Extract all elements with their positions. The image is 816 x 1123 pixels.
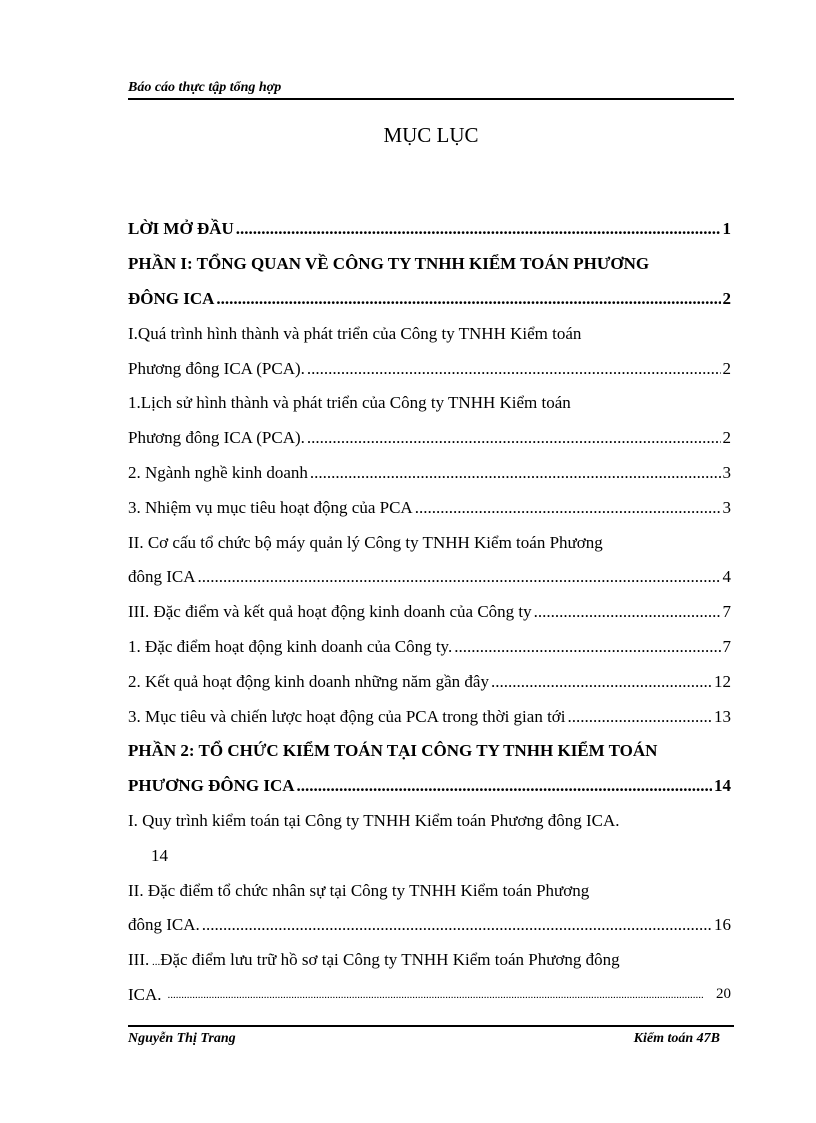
toc-entry-page: 2 bbox=[722, 288, 731, 308]
toc-leader bbox=[568, 707, 712, 727]
toc-entry-text: 1. Đặc điểm hoạt động kinh doanh của Công ty. bbox=[128, 636, 453, 656]
toc-entry-text: đông ICA bbox=[128, 567, 196, 587]
toc-entry-number: III. bbox=[128, 950, 150, 970]
toc-entry-text: đông ICA. bbox=[128, 915, 200, 935]
footer-author: Nguyễn Thị Trang bbox=[128, 1031, 236, 1046]
toc-entry-text: 3. Mục tiêu và chiến lược hoạt động của PCA trong thời gian tới bbox=[128, 706, 566, 726]
toc-entry[interactable] bbox=[128, 873, 731, 908]
table-of-contents bbox=[128, 212, 731, 1012]
toc-entry[interactable] bbox=[128, 978, 731, 1013]
toc-entry[interactable] bbox=[128, 769, 731, 804]
toc-entry-page: 4 bbox=[722, 567, 731, 587]
toc-entry-text: II. Cơ cấu tổ chức bộ máy quản lý Công ty TNHH Kiểm toán Phương bbox=[128, 532, 603, 552]
footer-class: Kiểm toán 47B bbox=[633, 1031, 720, 1046]
toc-leader bbox=[307, 428, 721, 448]
toc-entry[interactable] bbox=[128, 838, 731, 873]
toc-entry[interactable] bbox=[128, 664, 731, 699]
toc-entry-text: PHƯƠNG ĐÔNG ICA bbox=[128, 776, 295, 796]
toc-entry[interactable] bbox=[128, 804, 731, 839]
toc-entry[interactable] bbox=[128, 490, 731, 525]
toc-entry-page: 20 bbox=[716, 986, 731, 1003]
toc-leader bbox=[297, 776, 712, 796]
toc-entry-text: LỜI MỞ ĐẦU bbox=[128, 219, 234, 239]
toc-entry-page: 2 bbox=[722, 358, 731, 378]
toc-entry-page: 1 bbox=[722, 219, 731, 239]
toc-leader bbox=[202, 915, 712, 935]
toc-entry[interactable] bbox=[128, 316, 731, 351]
toc-entry-text: 2. Kết quả hoạt động kinh doanh những năm gần đây bbox=[128, 671, 489, 691]
toc-entry-page: 3 bbox=[722, 497, 731, 517]
toc-entry-text: 2. Ngành nghề kinh doanh bbox=[128, 462, 308, 482]
toc-entry-page: 12 bbox=[714, 671, 731, 691]
toc-entry[interactable] bbox=[128, 351, 731, 386]
toc-entry[interactable] bbox=[128, 456, 731, 491]
toc-entry-text: I.Quá trình hình thành và phát triển của Công ty TNHH Kiểm toán bbox=[128, 323, 582, 343]
toc-entry-page: 16 bbox=[714, 915, 731, 935]
toc-entry[interactable] bbox=[128, 560, 731, 595]
toc-entry-text: ĐÔNG ICA bbox=[128, 288, 215, 308]
toc-leader bbox=[534, 602, 721, 622]
toc-entry[interactable] bbox=[128, 595, 731, 630]
toc-entry[interactable] bbox=[128, 212, 731, 247]
toc-leader bbox=[307, 359, 721, 379]
toc-entry[interactable] bbox=[128, 282, 731, 317]
toc-entry[interactable] bbox=[128, 247, 731, 282]
toc-entry-page: 13 bbox=[714, 706, 731, 726]
toc-entry-page: 14 bbox=[714, 776, 731, 796]
toc-leader bbox=[454, 637, 720, 657]
toc-leader bbox=[198, 567, 721, 587]
toc-entry-text: II. Đặc điểm tổ chức nhân sự tại Công ty TNHH Kiểm toán Phương bbox=[128, 880, 590, 900]
toc-leader bbox=[310, 463, 721, 483]
toc-entry-page: 7 bbox=[722, 636, 731, 656]
toc-entry-page: 7 bbox=[722, 602, 731, 622]
toc-entry-text: III. ...Đặc điểm lưu trữ hồ sơ tại Công ty TNHH Kiểm toán Phương đông bbox=[128, 950, 620, 970]
page-header bbox=[128, 78, 734, 100]
toc-leader bbox=[168, 989, 704, 1001]
toc-entry-page: 3 bbox=[722, 462, 731, 482]
toc-leader bbox=[491, 672, 712, 692]
toc-entry-text: Phương đông ICA (PCA). bbox=[128, 428, 305, 448]
toc-entry-text: PHẦN I: TỔNG QUAN VỀ CÔNG TY TNHH KIỂM TOÁN PHƯƠNG bbox=[128, 254, 650, 274]
toc-entry[interactable] bbox=[128, 943, 731, 978]
toc-entry[interactable] bbox=[128, 421, 731, 456]
toc-entry-text: I. Quy trình kiểm toán tại Công ty TNHH Kiểm toán Phương đông ICA. bbox=[128, 810, 620, 830]
page-footer bbox=[128, 1025, 734, 1047]
toc-entry-text: PHẦN 2: TỔ CHỨC KIỂM TOÁN TẠI CÔNG TY TNHH KIỂM TOÁN bbox=[128, 741, 658, 761]
page-title: MỤC LỤC bbox=[383, 123, 479, 147]
header-text: Báo cáo thực tập tổng hợp bbox=[128, 80, 282, 95]
toc-entry-text: Phương đông ICA (PCA). bbox=[128, 358, 305, 378]
toc-leader bbox=[216, 289, 720, 309]
toc-entry-text: III. Đặc điểm và kết quả hoạt động kinh doanh của Công ty bbox=[128, 602, 532, 622]
toc-entry[interactable] bbox=[128, 734, 731, 769]
toc-leader bbox=[236, 219, 721, 239]
toc-leader bbox=[415, 498, 721, 518]
toc-entry[interactable] bbox=[128, 908, 731, 943]
toc-entry-text: ICA. bbox=[128, 984, 162, 1004]
toc-entry-page: 14 bbox=[151, 845, 168, 865]
toc-entry[interactable] bbox=[128, 386, 731, 421]
toc-entry[interactable] bbox=[128, 630, 731, 665]
toc-entry[interactable] bbox=[128, 699, 731, 734]
toc-entry-text: 1.Lịch sử hình thành và phát triển của Công ty TNHH Kiểm toán bbox=[128, 393, 571, 413]
toc-entry[interactable] bbox=[128, 525, 731, 560]
toc-entry-title: Đặc điểm lưu trữ hồ sơ tại Công ty TNHH Kiểm toán Phương đông bbox=[160, 950, 620, 970]
toc-entry-page: 2 bbox=[722, 428, 731, 448]
toc-entry-text: 3. Nhiệm vụ mục tiêu hoạt động của PCA bbox=[128, 497, 413, 517]
